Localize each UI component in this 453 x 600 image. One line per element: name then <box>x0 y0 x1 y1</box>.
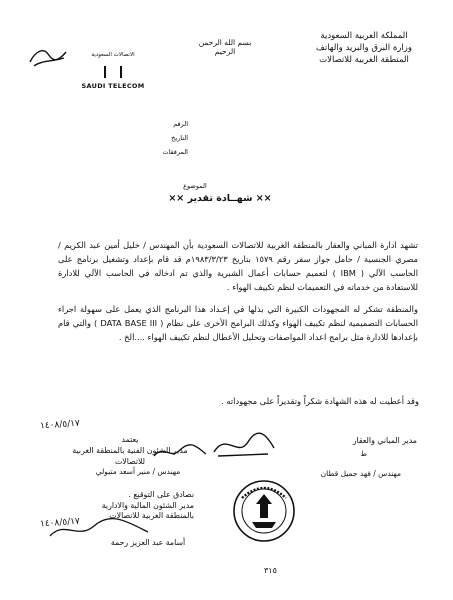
date-label: التاريخ <box>171 134 188 142</box>
verification-line: نصادق على التوقيع . <box>128 490 194 499</box>
body-paragraph-2: والمنطقة تشكر له المجهودات الكبيرة التي بذلها في إعـداد هذا البرنامج الذي يعمل على سهولة اجراء الحسابات التصميمية لنظم تكييف الهواء وكذلك البرامج الأخرى على نظام ( DATA BASE III ) والتي قام بإعدادها للادارة مثل برامج اعداد المواصفات وتحليل الأعطال لنظم تكييف الهواء ....الخ . <box>58 304 418 342</box>
basmala: بسم الله الرحمن الرحيم <box>198 38 252 56</box>
body-paragraph-1: تشهد ادارة المباني والعقار بالمنطقة الغربية للاتصالات السعودية بأن المهندس / خليل أمين عبد الكريم / مصري الجنسية / حامل جواز سفر رقم ١٥٧٩ بتاريخ ١٩٨٣/٣/٢٣م قد قام بإعداد وتشغيل برنامج على الحاسب الآلي ( IBM ) لتعميم حسابات أعمال الشبرية والذي تم ادخاله في الحاسب الآلي للادارة للاستفادة من خدماته في التعميمات لنظم تكييف الهواء . <box>58 240 419 292</box>
approval-title: يعتمد <box>121 435 139 444</box>
certificate-title: ×× شهــادة تقدير ×× <box>168 193 272 204</box>
logo-english-text: SAUDI TELECOM <box>81 82 145 90</box>
issuer-signature <box>208 424 278 464</box>
approval-date: ١٤٠٨/٥/١٧ <box>39 418 81 432</box>
letterhead-right <box>289 30 439 66</box>
attachments-label: المرفقات <box>162 148 188 156</box>
handwritten-annotation <box>26 40 70 72</box>
letterhead-line: وزارة البرق والبريد والهاتف <box>316 43 412 53</box>
issuer-role: مدير المباني والعقار <box>352 436 417 445</box>
verification-line: مدير الشئون المالية والادارية <box>101 500 194 510</box>
verification-date: ١٤٠٨/٥/١٧ <box>39 516 81 530</box>
letterhead-line: المنطقة الغربية للاتصالات <box>319 55 409 65</box>
number-label: الرقم <box>173 120 188 128</box>
approver-signature <box>150 440 210 464</box>
subject-label: الموضوع <box>183 182 207 190</box>
saudi-telecom-logo <box>76 52 150 104</box>
letterhead-line: المملكة العربية السعودية <box>320 31 408 41</box>
issuer-mark: ط <box>360 450 367 458</box>
approver-role: مدير الشئون الفنية بالمنطقة الغربية للاتصالات <box>72 446 188 466</box>
verifier-name: أسامة عبد العزيز رحمة <box>110 538 186 547</box>
issuer-name: مهندس / فهد جميل قطان <box>320 469 401 478</box>
official-seal-icon <box>232 478 296 544</box>
logo-arabic-text: الاتصالات السعودية <box>91 52 135 58</box>
verification-line: بالمنطقة الغربية للاتصالات <box>109 511 194 520</box>
closing-sentence: وقد أعطيت له هذه الشهادة شكراً وتقديراً على مجهوداته . <box>221 396 419 406</box>
logo-mark-icon <box>104 66 122 78</box>
approver-name: مهندس / منير أسعد متبولي <box>95 467 181 476</box>
page-number: ٣١٥ <box>264 566 277 575</box>
